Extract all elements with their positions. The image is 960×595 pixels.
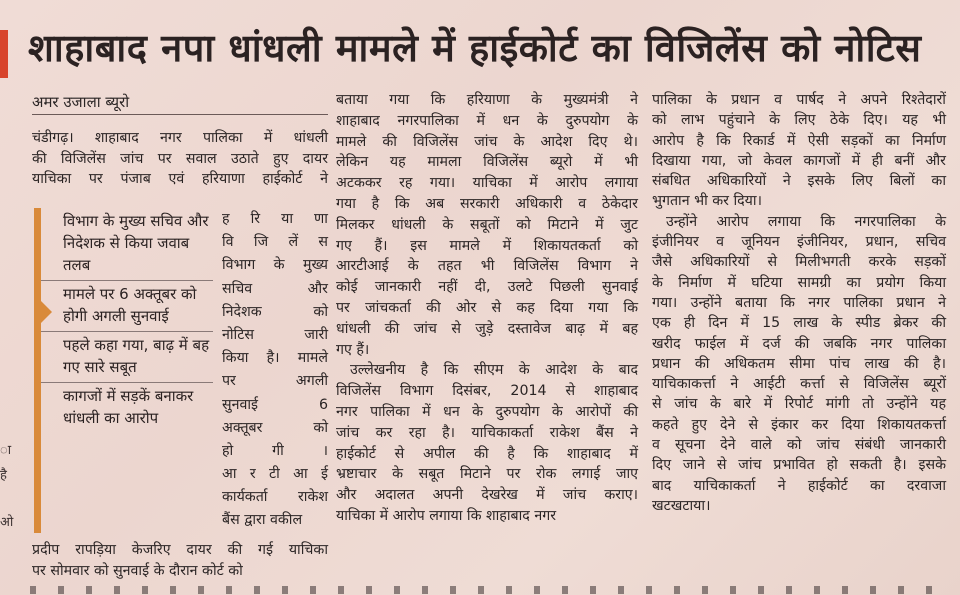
- text-line: गया। उन्होंने बताया कि नगर पालिका प्रधान ने: [652, 294, 946, 311]
- column1-top: [32, 128, 328, 190]
- text-line: अक्तूबर को: [222, 419, 328, 436]
- sidebar-accent-notch: [40, 300, 52, 324]
- text-line: याचिकाकर्त्ता ने आईटी कर्त्ता से विजिलेंस ब्यूरों: [652, 376, 946, 393]
- text-line: भुगतान भी कर दिया।: [652, 193, 762, 210]
- sidebar-highlights: [34, 208, 213, 533]
- text-line: नगर पालिका में धन के दुरुपयोग के आरोपों की: [336, 403, 638, 420]
- text-line: गए हैं।: [336, 341, 370, 358]
- text-line: खटखटाया।: [652, 497, 711, 514]
- text-line: लेकिन यह मामला विजिलेंस ब्यूरो में भी: [336, 154, 638, 171]
- article-headline: शाहाबाद नपा धांधली मामले में हाईकोर्ट का विजिलेंस को नोटिस: [28, 26, 922, 70]
- text-line: हो गी ।: [222, 442, 328, 459]
- text-line: एक ही दिन में 15 लाख के स्पीड ब्रेकर की: [652, 315, 946, 332]
- text-line: शाहाबाद नगरपालिका में धन के दुरुपयोग के: [336, 112, 638, 129]
- text-line: खरीद फाईल में दर्ज की जबकि नगर पालिका: [652, 335, 946, 352]
- text-line: भ्रष्टाचार के सबूत मिटाने पर रोक लगाई जाए: [336, 466, 638, 483]
- text-line: कार्यकर्ता राकेश: [222, 489, 328, 506]
- byline: अमर उजाला ब्यूरो: [32, 92, 328, 115]
- text-line: आरोप है कि रिकार्ड में ऐसी सड़कों का निर्माण: [652, 132, 946, 149]
- text-line: निदेशक को: [222, 303, 328, 320]
- sidebar-highlight-item: मामले पर 6 अक्तूबर को होगी अगली सुनवाई: [41, 281, 213, 332]
- text-line: कहते हुए देने से इंकार कर दिया शिकायतकर्त्ता: [652, 416, 946, 433]
- column2: [336, 90, 638, 527]
- text-line: नोटिस जारी: [222, 326, 328, 343]
- edge-fragment: है: [0, 468, 7, 483]
- text-line: इंजीनियर व जूनियन इंजीनियर, प्रधान, सचिव: [652, 234, 946, 251]
- sidebar-highlight-item: पहले कहा गया, बाढ़ में बह गए सारे सबूत: [41, 332, 213, 383]
- text-line: जांच कर रहा है। याचिकाकर्ता राकेश बैंस ने: [336, 424, 638, 441]
- adjacent-article-red-mark: [0, 30, 8, 78]
- sidebar-highlight-item: विभाग के मुख्य सचिव और निदेशक से किया जवाब तलब: [41, 208, 213, 281]
- text-line: की विजिलेंस जांच पर सवाल उठाते हुए दायर: [32, 150, 328, 167]
- edge-fragment: ओ: [0, 515, 14, 530]
- text-line: हाईकोर्ट से अपील की है कि शाहाबाद में: [336, 445, 638, 462]
- text-line: पर जांचकर्ता की ओर से कह दिया गया कि: [336, 299, 638, 316]
- text-line: बताया गया कि हरियाणा के मुख्यमंत्री ने: [336, 92, 638, 108]
- text-line: प्रदीप रापड़िया केजरिए दायर की गई याचिका: [32, 542, 328, 558]
- text-line: के निर्माण में घटिया सामग्री का प्रयोग किया: [652, 274, 946, 291]
- text-line: बैंस द्वारा वकील: [222, 512, 303, 529]
- text-line: अटककर रह गया। याचिका में आरोप लगाया: [336, 175, 638, 192]
- text-line: मिलकर धांधली के सबूतों को मिटाने में जुट: [336, 216, 638, 233]
- text-line: पर अगली: [222, 373, 328, 390]
- text-line: याचिका में आरोप लगाया कि शाहाबाद नगर: [336, 507, 556, 524]
- text-line: जैसे अधिकारियों से मिलीभगती करके सड़कों: [652, 254, 946, 271]
- next-headline-marks: [30, 586, 950, 594]
- text-line: दिखाया गया, जो केवल कागजों में ही बनीं और: [652, 152, 946, 169]
- text-line: गया है कि अब सरकारी अधिकारी व ठेकेदार: [336, 195, 638, 212]
- text-line: पालिका के प्रधान व पार्षद ने अपने रिश्तेदारों: [652, 92, 946, 108]
- text-line: और अदालत अपनी देखरेख में जांच कराए।: [336, 487, 638, 504]
- text-line: पर सोमवार को सुनवाई के दौरान कोर्ट को: [32, 562, 243, 579]
- sidebar-highlight-item: कागजों में सड़कें बनाकर धांधली का आरोप: [63, 387, 194, 427]
- text-line: उल्लेखनीय है कि सीएम के आदेश के बाद: [350, 362, 638, 379]
- text-line: विजिलेंस विभाग दिसंबर, 2014 से शाहाबाद: [336, 383, 638, 400]
- text-line: सुनवाई 6: [222, 396, 328, 413]
- text-line: संबधित अधिकारियों ने इसके लिए बिलों का: [652, 173, 946, 190]
- text-line: दिए जाने से जांच प्रभावित हो सकती है। इसके: [652, 457, 946, 474]
- text-line: मामले की विजिलेंस जांच के आदेश दिए थे।: [336, 133, 638, 150]
- text-line: गए हैं। इस मामले में शिकायतकर्ता को: [336, 237, 638, 254]
- text-line: प्रधान की अधिकतम सीमा पांच लाख की है।: [652, 355, 946, 372]
- text-line: सचिव और: [222, 280, 328, 297]
- column1-narrow: [222, 208, 328, 533]
- text-line: कोई जानकारी नहीं दी, उलटे पिछली सुनवाई: [336, 279, 638, 296]
- text-line: चंडीगढ़। शाहाबाद नगर पालिका में धांधली: [32, 130, 328, 146]
- text-line: को लाभ पहुंचाने के लिए ठेके दिए। यह भी: [652, 112, 946, 129]
- column3: [652, 90, 946, 516]
- text-line: आ र टी आ ई: [222, 466, 328, 483]
- text-line: विभाग के मुख्य: [222, 257, 328, 274]
- text-line: वि जि लें स: [222, 234, 328, 251]
- text-line: आरटीआई के तहत भी विजिलेंस विभाग ने: [336, 258, 638, 275]
- text-line: धांधली की जांच से जुड़े दस्तावेज बाढ़ में बह: [336, 320, 638, 337]
- text-line: याचिका पर पंजाब एवं हरियाणा हाईकोर्ट ने: [32, 171, 328, 187]
- text-line: बाद याचिकाकर्ता ने हाईकोर्ट का दरवाजा: [652, 477, 946, 494]
- text-line: किया है। मामले: [222, 350, 328, 367]
- text-line: व सूचना देने वाले को जांच संबंधी जानकारी: [652, 437, 946, 454]
- column1-bottom: [32, 540, 328, 581]
- text-line: से जांच के बारे में रिपोर्ट मांगी तो उन्होंने यह: [652, 396, 946, 413]
- text-line: ह रि या णा: [222, 211, 328, 227]
- edge-fragment: ा: [0, 443, 12, 458]
- text-line: उन्होंने आरोप लगाया कि नगरपालिका के: [666, 213, 946, 230]
- next-headline-cutoff: [30, 584, 950, 594]
